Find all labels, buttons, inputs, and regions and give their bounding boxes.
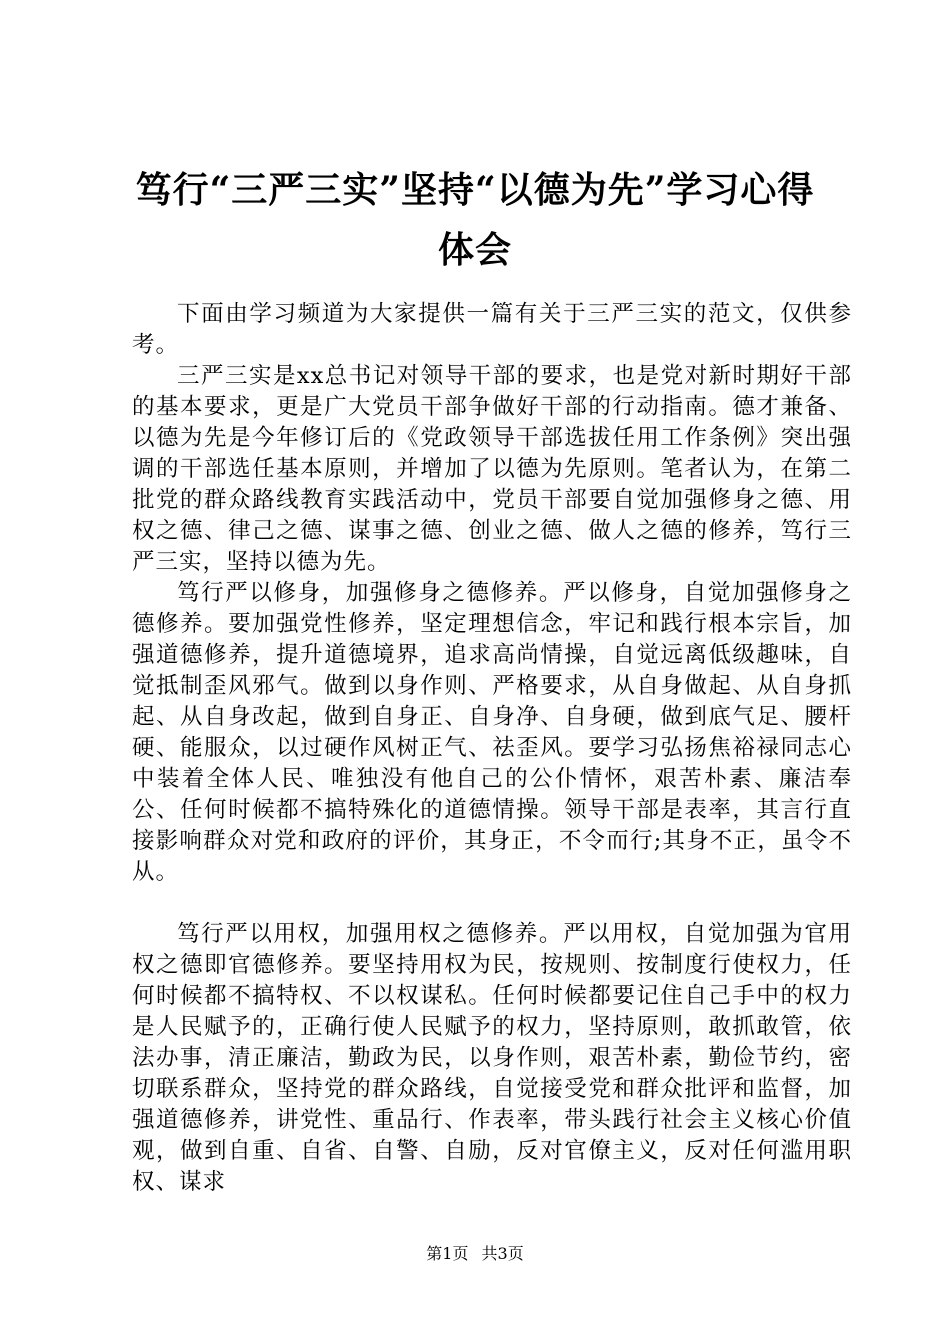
paragraph-overview: 三严三实是xx总书记对领导干部的要求，也是党对新时期好干部的基本要求，更是广大党员干部争做好干部的行动指南。德才兼备、以德为先是今年修订后的《党政领导干部选拔任用工作条例》突出强调的干部选任基本原则，并增加了以德为先原则。笔者认为，在第二批党的群众路线教育实践活动中，党员干部要自觉加强修身之德、用权之德、律己之德、谋事之德、创业之德、做人之德的修养，笃行三严三实，坚持以德为先。 <box>132 363 852 575</box>
document-title: 笃行“三严三实”坚持“以德为先”学习心得体会 <box>135 169 815 271</box>
document-body <box>132 299 852 1198</box>
page-total: 共3页 <box>481 1244 524 1263</box>
paragraph-intro: 下面由学习频道为大家提供一篇有关于三严三实的范文，仅供参考。 <box>132 301 852 358</box>
paragraph-power-use: 笃行严以用权，加强用权之德修养。严以用权，自觉加强为官用权之德即官德修养。要坚持用权为民，按规则、按制度行使权力，任何时候都不搞特权、不以权谋私。任何时候都要记住自己手中的权力是人民赋予的，正确行使人民赋予的权力，坚持原则，敢抓敢管，依法办事，清正廉洁，勤政为民，以身作则，艰苦朴素，勤俭节约，密切联系群众，坚持党的群众路线，自觉接受党和群众批评和监督，加强道德修养，讲党性、重品行、作表率，带头践行社会主义核心价值观，做到自重、自省、自警、自励，反对官僚主义，反对任何滥用职权、谋求 <box>132 921 852 1195</box>
page-footer <box>0 1244 950 1264</box>
page-number: 第1页 <box>426 1244 469 1263</box>
paragraph-self-cultivation: 笃行严以修身，加强修身之德修养。严以修身，自觉加强修身之德修养。要加强党性修养，坚定理想信念，牢记和践行根本宗旨，加强道德修养，提升道德境界，追求高尚情操，自觉远离低级趣味，自觉抵制歪风邪气。做到以身作则、严格要求，从自身做起、从自身抓起、从自身改起，做到自身正、自身净、自身硬，做到底气足、腰杆硬、能服众，以过硬作风树正气、祛歪风。要学习弘扬焦裕禄同志心中装着全体人民、唯独没有他自己的公仆情怀，艰苦朴素、廉洁奉公、任何时候都不搞特殊化的道德情操。领导干部是表率，其言行直接影响群众对党和政府的评价，其身正，不令而行;其身不正，虽令不从。 <box>132 580 852 885</box>
